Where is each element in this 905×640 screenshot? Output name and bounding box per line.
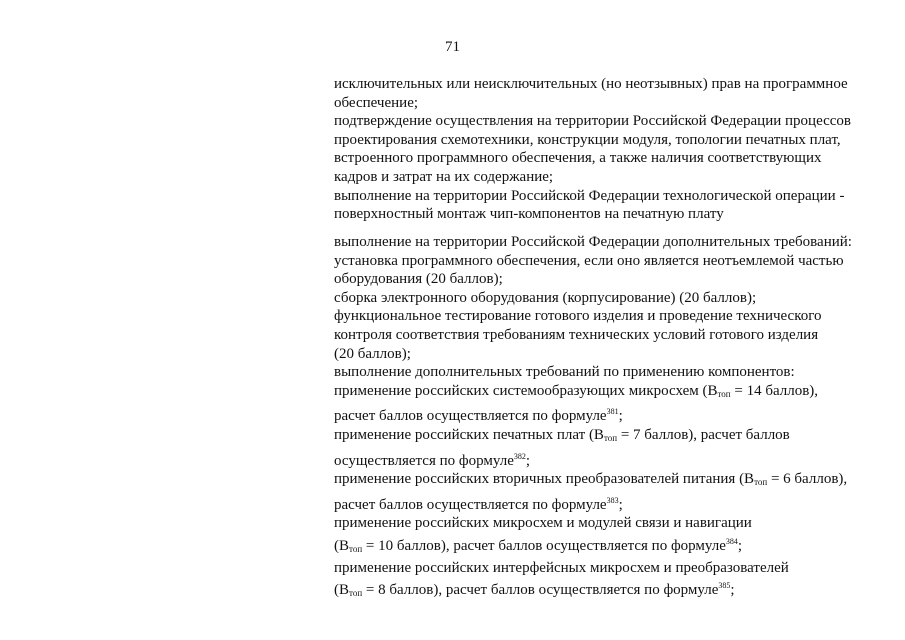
text-fragment: ; — [525, 452, 531, 469]
text-line — [334, 533, 874, 559]
text-line: обеспечение; — [334, 94, 419, 111]
text-line: применение российских микросхем и модулей связи и навигации — [334, 515, 752, 532]
text-line — [334, 382, 874, 404]
subscript: топ — [754, 477, 768, 488]
text-fragment: ; — [730, 582, 735, 599]
text-fragment: применение российских вторичных преобразователей питания (В — [334, 471, 755, 488]
subscript: топ — [349, 588, 363, 599]
text-line: исключительных или неисключительных (но неотзывных) прав на программное — [334, 76, 848, 92]
text-fragment: = 14 баллов), — [730, 382, 819, 399]
text-fragment: ; — [737, 537, 743, 554]
text-fragment: расчет баллов осуществляется по формуле — [334, 408, 607, 425]
text-line — [334, 492, 874, 515]
text-line — [334, 448, 874, 471]
text-line: встроенного программного обеспечения, а также наличия соответствующих — [334, 150, 822, 167]
text-fragment: = 10 баллов), расчет баллов осуществляется по формуле — [362, 537, 726, 554]
text-fragment: применение российских системообразующих микросхем (В — [334, 382, 718, 399]
text-line: выполнение дополнительных требований по применению компонентов: — [334, 364, 795, 381]
text-line: подтверждение осуществления на территории Российской Федерации процессов — [334, 113, 851, 130]
text-line: (20 баллов); — [334, 345, 411, 362]
text-line: выполнение на территории Российской Федерации дополнительных требований: — [334, 234, 852, 250]
text-line — [334, 426, 874, 448]
text-line: функциональное тестирование готового изделия и проведение технического — [334, 308, 822, 325]
subscript: топ — [603, 432, 618, 443]
text-fragment: (В — [334, 582, 349, 599]
text-fragment: ; — [618, 408, 623, 425]
text-line: выполнение на территории Российской Федерации технологической операции - — [334, 187, 845, 204]
paragraph-block-2 — [334, 233, 874, 603]
subscript: топ — [717, 388, 731, 399]
text-line: установка программного обеспечения, если оно является неотъемлемой частью — [334, 252, 844, 269]
text-fragment: расчет баллов осуществляется по формуле — [334, 496, 607, 513]
footnote-ref[interactable]: 383 — [606, 495, 619, 505]
text-fragment: = 6 баллов), — [767, 471, 848, 488]
text-line: сборка электронного оборудования (корпусирование) (20 баллов); — [334, 289, 757, 306]
text-fragment: применение российских печатных плат (В — [334, 426, 604, 443]
paragraph-block-1 — [334, 75, 874, 224]
text-line: поверхностный монтаж чип-компонентов на печатную плату — [334, 206, 724, 223]
text-line — [334, 577, 874, 603]
text-line: применение российских интерфейсных микросхем и преобразователей — [334, 559, 789, 576]
text-line: кадров и затрат на их содержание; — [334, 168, 554, 185]
footnote-ref[interactable]: 381 — [606, 407, 619, 417]
text-line: контроля соответствия требованиям технических условий готового изделия — [334, 326, 819, 343]
text-line: оборудования (20 баллов); — [334, 271, 503, 288]
text-fragment: = 8 баллов), расчет баллов осуществляется по формуле — [362, 582, 719, 599]
text-line: проектирования схемотехники, конструкции модуля, топологии печатных плат, — [334, 131, 841, 148]
footnote-ref[interactable]: 384 — [725, 536, 738, 546]
text-fragment: ; — [618, 496, 623, 513]
text-fragment: (В — [334, 537, 349, 554]
footnote-ref[interactable]: 382 — [513, 451, 526, 461]
text-fragment: осуществляется по формуле — [334, 452, 514, 469]
text-line — [334, 470, 874, 492]
text-fragment: = 7 баллов), расчет баллов — [617, 426, 790, 443]
text-line — [334, 403, 874, 426]
page-number: 71 — [445, 39, 460, 55]
footnote-ref[interactable]: 385 — [718, 581, 731, 591]
subscript: топ — [349, 543, 363, 554]
